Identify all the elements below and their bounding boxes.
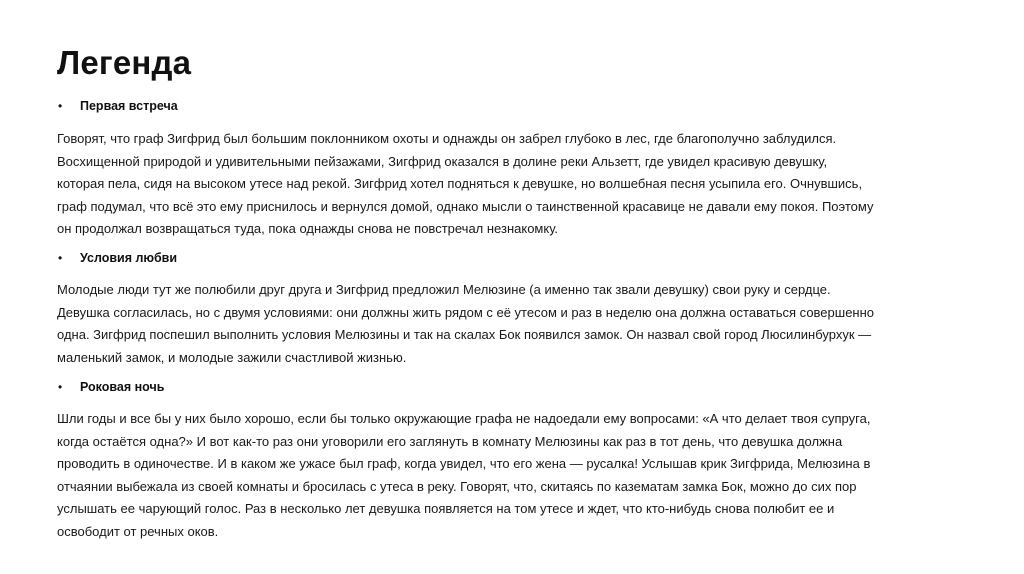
paragraph-line: он продолжал возвращаться туда, пока однажды снова не повстречал незнакомку.: [57, 221, 559, 237]
paragraph-line: проводить в одиночестве. И в каком же ужасе был граф, когда увидел, что его жена — русалка! Услышав крик Зигфрида, Мелюзина в: [57, 456, 871, 472]
section-heading-label: Условия любви: [80, 251, 178, 265]
bullet-icon: •: [58, 99, 63, 113]
paragraph-line: Молодые люди тут же полюбили друг друга и Зигфрид предложил Мелюзине (а именно так звали девушку) свои руку и сердце.: [57, 282, 831, 297]
paragraph-line: маленький замок, и молодые зажили счастливой жизнью.: [57, 349, 407, 365]
page-title: Легенда: [57, 44, 192, 81]
section-heading-first-meeting: [58, 99, 178, 113]
paragraph-line: Девушка согласилась, но с двумя условиями: они должны жить рядом с её утесом и раз в неделю она должна оставаться совершенно: [57, 304, 875, 320]
section-heading-label: Первая встреча: [80, 99, 178, 113]
paragraph-line: которая пела, сидя на высоком утесе над рекой. Зигфрид хотел подняться к девушке, но волшебная песня усыпила его. Очнувшись,: [57, 176, 863, 192]
bullet-icon: •: [58, 380, 63, 394]
paragraph-line: отчаянии выбежала из своей комнаты и бросилась с утеса в реку. Говорят, что, скитаясь по казематам замка Бок, можно до сих пор: [57, 478, 857, 494]
section-heading-fatal-night: [58, 380, 164, 394]
paragraph-first-meeting: [57, 128, 957, 241]
paragraph-fatal-night: [57, 408, 957, 544]
paragraph-line: когда остаётся одна?» И вот как-то раз они уговорили его заглянуть в комнату Мелюзины как раз в тот день, что девушка должна: [57, 433, 843, 449]
paragraph-line: Говорят, что граф Зигфрид был большим поклонником охоты и однажды он забрел глубоко в лес, где благополучно заблудился.: [57, 131, 837, 146]
paragraph-line: услышать ее чарующий голос. Раз в несколько лет девушка появляется на том утесе и ждет, что кто-нибудь снова полюбит ее и: [57, 501, 835, 517]
section-heading-label: Роковая ночь: [80, 380, 165, 394]
paragraph-line: одна. Зигфрид поспешил выполнить условия Мелюзины и так на скалах Бок появился замок. Он назвал свой город Люсилинбурхук —: [57, 327, 872, 343]
paragraph-line: граф подумал, что всё это ему приснилось и вернулся домой, однако мысли о таинственной красавице не давали ему покоя. Поэтому: [57, 198, 874, 214]
bullet-icon: •: [58, 251, 63, 265]
paragraph-love-conditions: [57, 279, 957, 369]
section-heading-love-conditions: [58, 251, 177, 265]
paragraph-line: освободит от речных оков.: [57, 523, 219, 539]
paragraph-line: Восхищенной природой и удивительными пейзажами, Зигфрид оказался в долине реки Альзетт, где увидел красивую девушку,: [57, 153, 828, 169]
paragraph-line: Шли годы и все бы у них было хорошо, если бы только окружающие графа не надоедали ему вопросами: «А что делает твоя супруга,: [57, 411, 871, 426]
